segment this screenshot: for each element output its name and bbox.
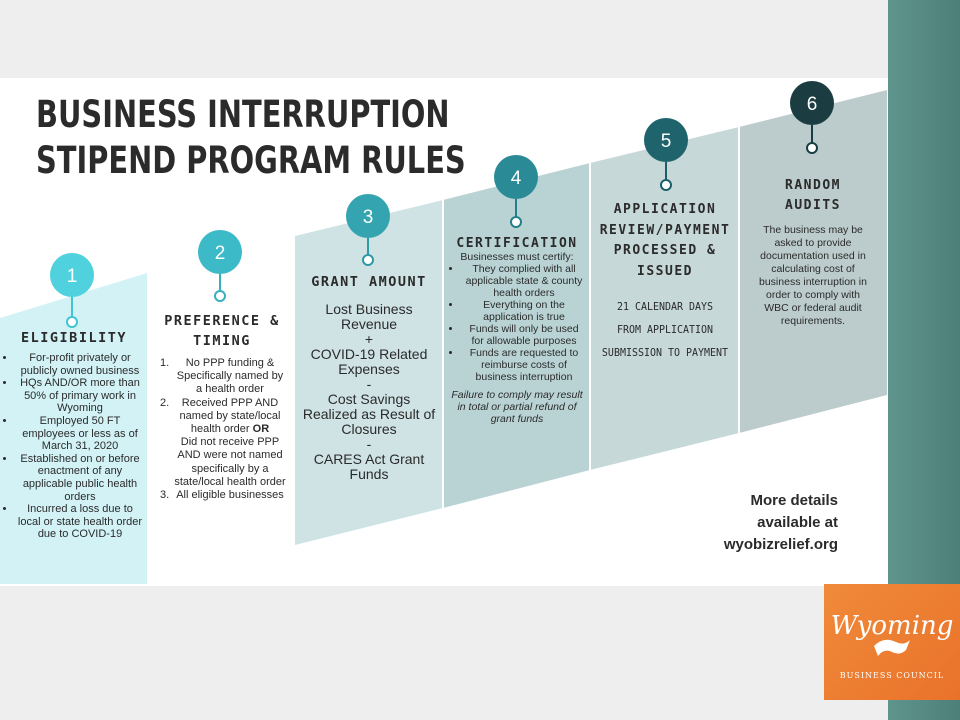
title-line-2: STIPEND PROGRAM RULES bbox=[36, 139, 466, 182]
heading-line: RANDOM bbox=[785, 178, 841, 193]
pin-1-number: 1 bbox=[66, 266, 78, 287]
more-details-line-1: More details bbox=[750, 492, 838, 509]
heading-line: PROCESSED & bbox=[613, 243, 717, 258]
formula-term: Lost Business Revenue bbox=[325, 301, 413, 332]
heading-line: REVIEW/PAYMENT bbox=[599, 222, 731, 238]
pin-6-number: 6 bbox=[806, 94, 818, 115]
application-timeline bbox=[598, 296, 733, 365]
pin-4-number: 4 bbox=[510, 168, 522, 189]
title-line-1: BUSINESS INTERRUPTION bbox=[36, 93, 450, 136]
wyoming-business-council-logo bbox=[824, 584, 960, 700]
timeline-line: 21 CALENDAR DAYS bbox=[616, 301, 714, 313]
eligibility-heading: ELIGIBILITY bbox=[21, 330, 127, 346]
page-title bbox=[36, 92, 466, 184]
step-grant-amount bbox=[300, 274, 438, 482]
formula-operator: - bbox=[366, 436, 372, 452]
list-item: • For-profit privately or publicly owned business bbox=[16, 352, 144, 377]
formula-operator: - bbox=[366, 376, 372, 392]
logo-wordmark: Wyoming bbox=[830, 611, 954, 641]
pin-2-number: 2 bbox=[214, 243, 226, 264]
list-item: • Employed 50 FT employees or less as of March 31, 2020 bbox=[16, 415, 144, 453]
formula-operator: + bbox=[364, 331, 374, 347]
pin-2 bbox=[198, 230, 242, 301]
certification-heading: CERTIFICATION bbox=[456, 236, 578, 251]
timeline-line: FROM APPLICATION bbox=[616, 324, 714, 336]
certification-list bbox=[448, 263, 586, 383]
logo-subtitle: BUSINESS COUNCIL bbox=[839, 671, 945, 680]
preference-heading-line-2: TIMING bbox=[193, 333, 251, 349]
list-item bbox=[158, 397, 286, 489]
list-item: • HQs AND/OR more than 50% of primary work in Wyoming bbox=[16, 377, 144, 415]
more-details bbox=[690, 490, 838, 556]
item-text: Received PPP AND named by state/local health order bbox=[179, 396, 281, 436]
item-text: All eligible businesses bbox=[176, 489, 284, 502]
audits-heading bbox=[754, 176, 872, 216]
step-application-review bbox=[594, 200, 736, 365]
timeline-line: SUBMISSION TO PAYMENT bbox=[601, 347, 729, 359]
audits-body: The business may be asked to provide documentation used in calculating cost of business interruption in order to comply with WBC or federal audit requirements. bbox=[759, 224, 867, 327]
heading-line: APPLICATION bbox=[613, 202, 717, 217]
preference-heading-line-1: PREFERENCE & bbox=[164, 313, 280, 329]
application-heading bbox=[594, 200, 736, 282]
heading-line: AUDITS bbox=[785, 198, 841, 213]
list-item bbox=[158, 489, 286, 502]
or-label: OR bbox=[252, 423, 270, 436]
grant-formula bbox=[300, 302, 438, 482]
heading-line: ISSUED bbox=[637, 263, 693, 279]
item-number: 2. bbox=[160, 396, 170, 409]
list-item: • Funds are requested to reimburse costs of business interruption bbox=[462, 347, 586, 383]
more-details-line-2: available at bbox=[757, 514, 838, 531]
list-item: • Incurred a loss due to local or state health order due to COVID-19 bbox=[16, 503, 144, 541]
item-text: No PPP funding & Specifically named by a health order bbox=[176, 357, 284, 396]
certification-intro: Businesses must certify: bbox=[460, 251, 574, 263]
list-item bbox=[158, 357, 286, 397]
list-item: • They complied with all applicable state & county health orders bbox=[462, 263, 586, 299]
preference-list bbox=[158, 357, 286, 502]
formula-term: COVID-19 Related Expenses bbox=[310, 346, 428, 377]
pin-3-number: 3 bbox=[362, 207, 374, 228]
item-number: 3. bbox=[160, 489, 170, 502]
bucking-horse-icon bbox=[874, 640, 910, 656]
eligibility-list bbox=[4, 352, 144, 541]
item-number: 1. bbox=[160, 357, 170, 369]
formula-term: Cost Savings Realized as Result of Closures bbox=[302, 391, 436, 437]
step-certification bbox=[448, 236, 586, 425]
list-item: • Funds will only be used for allowable purposes bbox=[462, 323, 586, 347]
list-item: • Established on or before enactment of any applicable public health orders bbox=[16, 453, 144, 503]
pin-5-number: 5 bbox=[660, 131, 672, 152]
preference-heading bbox=[158, 311, 286, 351]
grant-heading: GRANT AMOUNT bbox=[311, 274, 427, 290]
step-eligibility bbox=[4, 330, 144, 541]
website-link[interactable]: wyobizrelief.org bbox=[723, 536, 838, 553]
step-preference-timing bbox=[158, 311, 286, 502]
formula-term: CARES Act Grant Funds bbox=[313, 451, 425, 482]
list-item: • Everything on the application is true bbox=[462, 299, 586, 323]
item-text: Did not receive PPP AND were not named specifically by a state/local health order bbox=[174, 436, 286, 488]
logo-graphic bbox=[824, 584, 960, 700]
certification-note: Failure to comply may result in total or partial refund of grant funds bbox=[451, 389, 583, 425]
step-random-audits bbox=[754, 176, 872, 328]
